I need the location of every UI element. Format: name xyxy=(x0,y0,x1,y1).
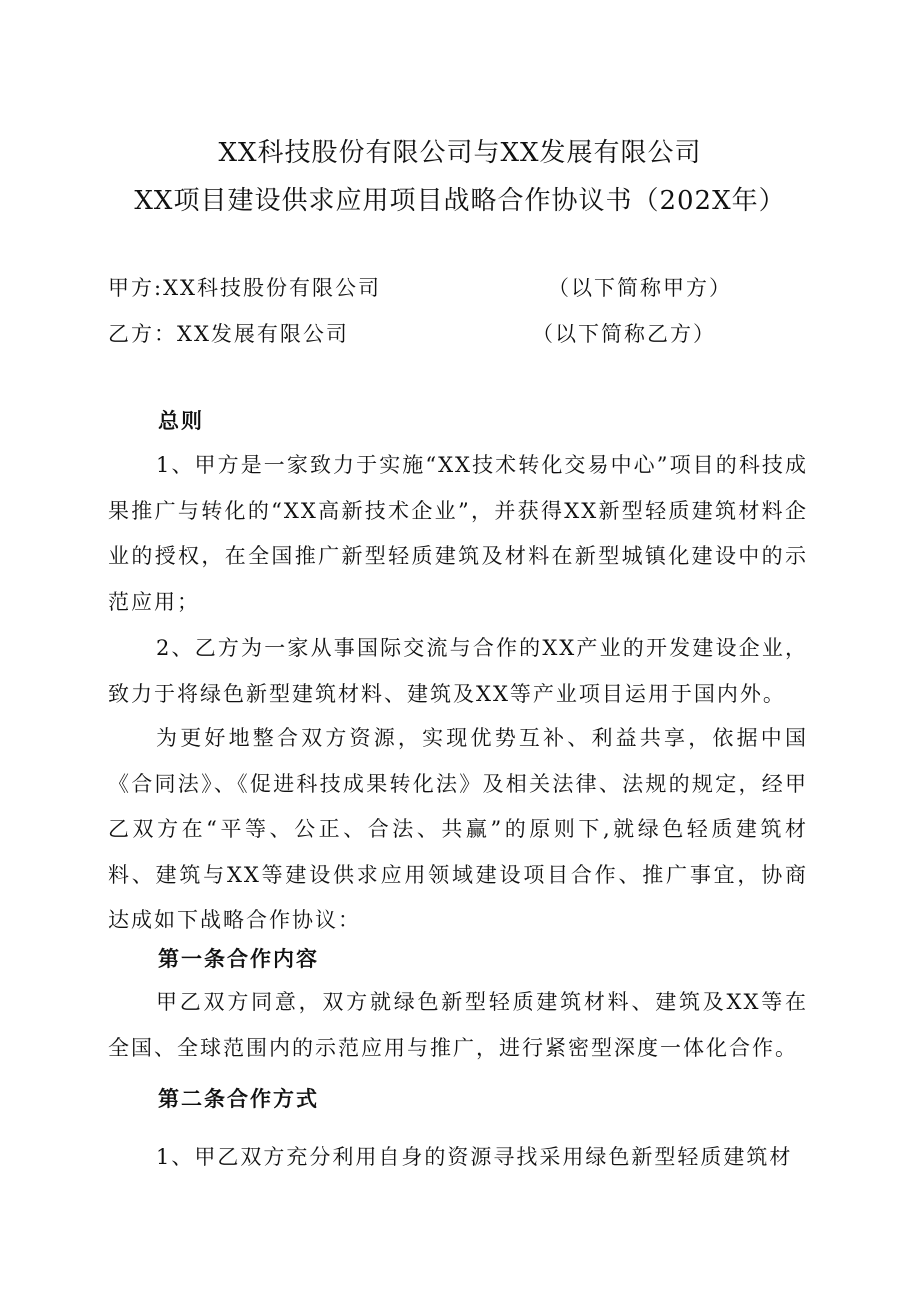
article-2-heading: 第二条合作方式 xyxy=(158,1086,319,1111)
party-b-alias: （以下简称乙方） xyxy=(532,322,716,346)
article-1-text: 甲乙双方同意，双方就绿色新型轻质建筑材料、建筑及XX等在全国、全球范围内的示范应用与推广，进行紧密型深度一体化合作。 xyxy=(108,990,808,1060)
general-item-1: 1、甲方是一家致力于实施“XX技术转化交易中心”项目的科技成果推广与转化的“XX高新技术企业”，并获得XX新型轻质建筑材料企业的授权，在全国推广新型轻质建筑及材料在新型城镇化建设中的示范应用； xyxy=(108,453,808,614)
general-item-2: 2、乙方为一家从事国际交流与合作的XX产业的开发建设企业，致力于将绿色新型建筑材料、建筑及XX等产业项目运用于国内外。 xyxy=(108,636,808,706)
article-1-heading: 第一条合作内容 xyxy=(158,946,319,971)
party-a-alias: （以下简称甲方） xyxy=(548,276,732,300)
title-line-2: XX项目建设供求应用项目战略合作协议书（202X年） xyxy=(134,186,786,216)
party-b-label: 乙方：XX发展有限公司 xyxy=(108,322,349,346)
general-heading: 总则 xyxy=(158,408,204,433)
title-line-1: XX科技股份有限公司与XX发展有限公司 xyxy=(218,138,702,168)
article-2-item-1: 1、甲乙双方充分利用自身的资源寻找采用绿色新型轻质建筑材 xyxy=(156,1145,793,1169)
general-purpose: 为更好地整合双方资源，实现优势互补、利益共享，依据中国《合同法》、《促进科技成果转化法》及相关法律、法规的规定，经甲乙双方在“平等、公正、合法、共赢”的原则下,就绿色轻质建筑材料、建筑与XX等建设供求应用领域建设项目合作、推广事宜，协商达成如下战略合作协议： xyxy=(108,726,808,932)
party-a-label: 甲方:XX科技股份有限公司 xyxy=(108,276,381,300)
